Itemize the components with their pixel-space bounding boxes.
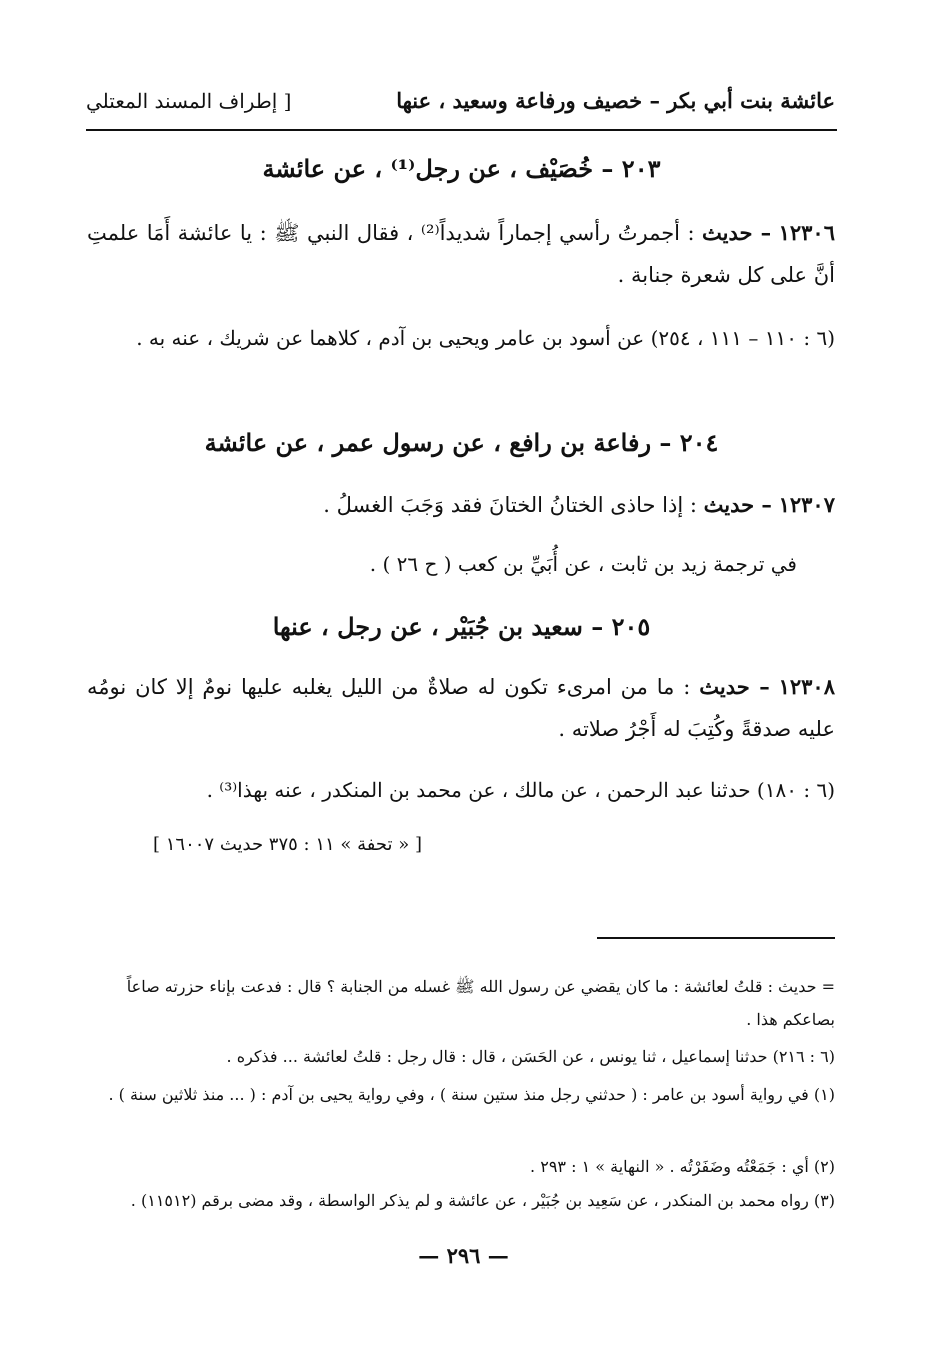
hadith-text: : أجمرتُ رأسي إجماراً شديداً⁽²⁾ ، فقال النبي ﷺ : يا عائشة أَمَا علمتِ أنَّ على كل شعرة جنابة . bbox=[87, 221, 835, 287]
citation-12306: (٦ : ١١٠ – ١١١ ، ٢٥٤) عن أسود بن عامر ويحيى بن آدم ، كلاهما عن شريك ، عنه به . bbox=[136, 326, 835, 350]
header-rule bbox=[86, 129, 837, 131]
running-header-book: [ إطراف المسند المعتلي bbox=[86, 89, 292, 113]
hadith-12308: ١٢٣٠٨ – حديث : ما من امرىء تكون له صلاةٌ من الليل يغلبه عليها نومٌ إلا كان نومُه عليه صدقةً وكُتِبَ له أَجْرُ صلاته . bbox=[87, 674, 835, 741]
running-header-title: عائشة بنت أبي بكر – خصيف ورفاعة وسعيد ، عنها bbox=[396, 88, 835, 113]
hadith-12306: ١٢٣٠٦ – حديث : أجمرتُ رأسي إجماراً شديداً⁽²⁾ ، فقال النبي ﷺ : يا عائشة أَمَا علمتِ أنَّ على كل شعرة جنابة . bbox=[87, 220, 835, 287]
footnote-continuation-citation: (٦ : ٢١٦) حدثنا إسماعيل ، ثنا يونس ، عن الحَسَن ، قال : قال رجل : قلتُ لعائشة ... فذكره . bbox=[226, 1047, 835, 1066]
footnote-1: (١) في رواية أسود بن عامر : ( حدثني رجل منذ ستين سنة ) ، وفي رواية يحيى بن آدم : ( ... منذ ثلاثين سنة ) . bbox=[108, 1085, 835, 1104]
hadith-text: : ما من امرىء تكون له صلاةٌ من الليل يغلبه عليها نومٌ إلا كان نومُه عليه صدقةً وكُتِبَ له أَجْرُ صلاته . bbox=[87, 675, 835, 741]
footnote-2: (٢) أي : جَمَعْتُه وضَفَرْتُه . « النهاية » ١ : ٢٩٣ . bbox=[530, 1157, 835, 1176]
page-number: — ٢٩٦ — bbox=[418, 1243, 509, 1268]
hadith-keyword: حديث bbox=[702, 220, 753, 245]
section-heading-204: ٢٠٤ – رفاعة بن رافع ، عن رسول عمر ، عن عائشة bbox=[204, 428, 719, 457]
hadith-number: ١٢٣٠٨ bbox=[778, 674, 835, 699]
tuhfa-reference: [ « تحفة » ١١ : ٣٧٥ حديث ١٦٠٠٧ ] bbox=[153, 834, 422, 855]
hadith-keyword: حديث bbox=[699, 674, 750, 699]
citation-12308: (٦ : ١٨٠) حدثنا عبد الرحمن ، عن مالك ، عن محمد بن المنكدر ، عنه بهذا⁽³⁾ . bbox=[206, 778, 835, 802]
section-heading-205: ٢٠٥ – سعيد بن جُبَيْر ، عن رجل ، عنها bbox=[272, 612, 651, 641]
hadith-12307: ١٢٣٠٧ – حديث : إذا حاذى الختانُ الختانَ فقد وَجَبَ الغسلُ . bbox=[323, 492, 835, 517]
footnote-separator bbox=[597, 937, 835, 939]
footnote-3: (٣) رواه محمد بن المنكدر ، عن سَعِيد بن جُبَيْر ، عن عائشة و لم يذكر الواسطة ، وقد مضى برقم (١١٥١٢) . bbox=[130, 1191, 835, 1210]
section-heading-203: ٢٠٣ – خُصَيْف ، عن رجل⁽¹⁾ ، عن عائشة bbox=[262, 154, 661, 183]
hadith-keyword: حديث bbox=[703, 492, 755, 517]
hadith-number: ١٢٣٠٧ bbox=[778, 492, 835, 517]
hadith-number: ١٢٣٠٦ bbox=[778, 220, 835, 245]
footnote-continuation: = حديث : قلتُ لعائشة : ما كان يقضي عن رسول الله ﷺ غسله من الجنابة ؟ قال : فدعت بإناء حزرته صاعاً بصاعكم هذا . bbox=[126, 977, 835, 1029]
cross-reference-note: في ترجمة زيد بن ثابت ، عن أُبَيِّ بن كعب ( ح ٢٦ ) . bbox=[369, 552, 797, 576]
hadith-text: : إذا حاذى الختانُ الختانَ فقد وَجَبَ الغسلُ . bbox=[323, 493, 697, 517]
